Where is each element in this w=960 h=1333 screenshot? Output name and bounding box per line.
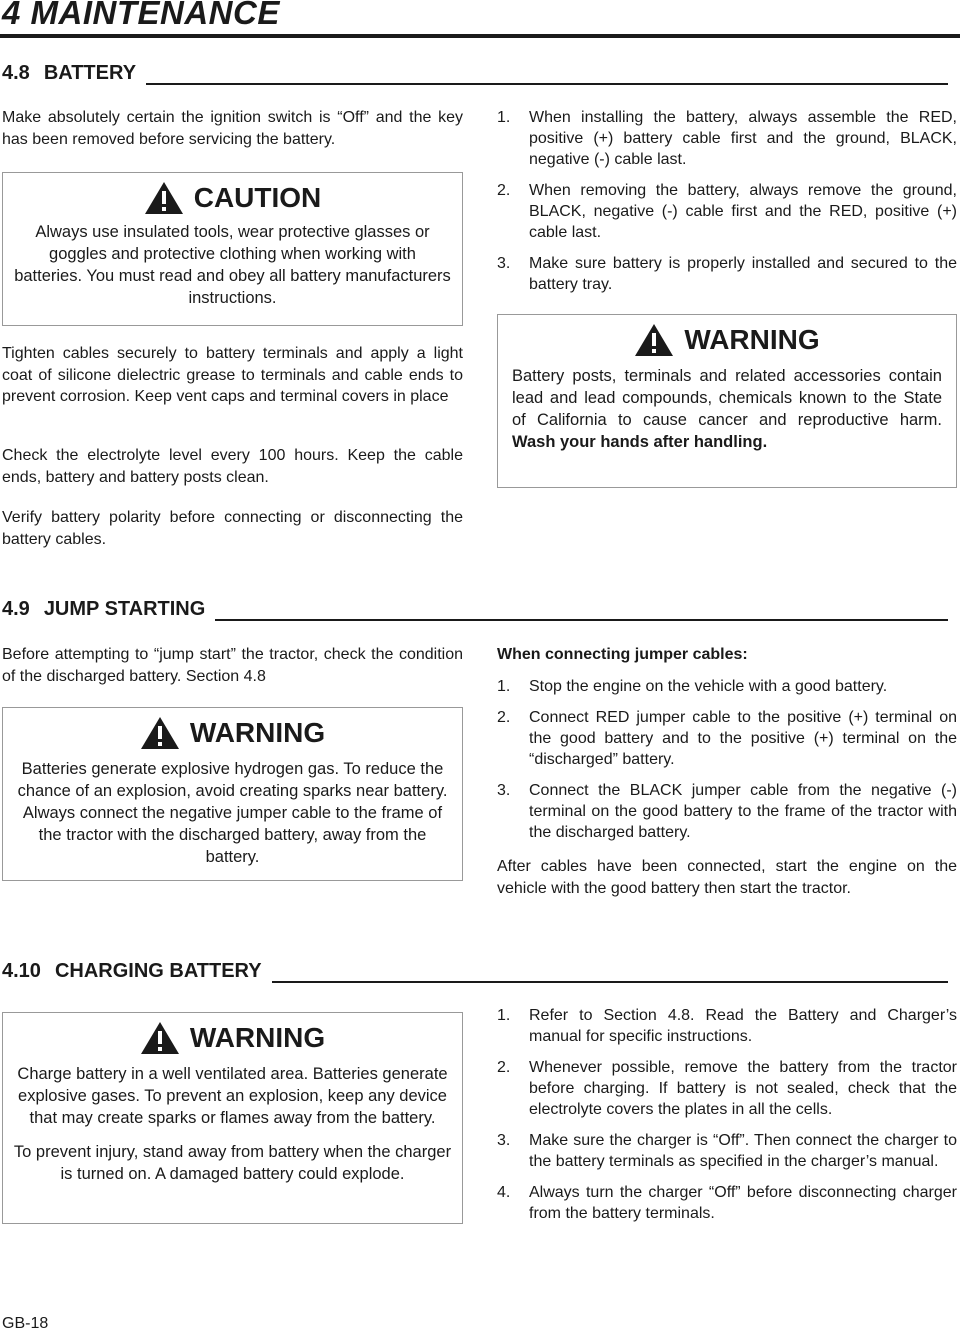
warning-triangle-icon: [634, 323, 674, 357]
battery-paragraph-1: Tighten cables securely to battery terminals and apply a light coat of silicone dielectric grease to terminals and cable ends to prevent corrosion. Keep vent caps and terminal covers in place: [2, 345, 463, 405]
heading-rule: [272, 967, 948, 983]
chapter-title: 4 MAINTENANCE: [2, 0, 280, 31]
charging-warning-box: [2, 1012, 463, 1224]
section-heading-charging: [2, 960, 948, 983]
warning-triangle-icon: [144, 181, 184, 215]
list-item: 4. Always turn the charger “Off” before disconnecting charger from the battery terminals.: [497, 1184, 957, 1222]
battery-steps: [497, 107, 957, 305]
section-title: CHARGING BATTERY: [54, 960, 262, 982]
caution-header: [3, 181, 462, 215]
section-number: 4.10: [2, 960, 41, 982]
list-item: 3. Make sure the charger is “Off”. Then connect the charger to the battery terminals as specified in the charger’s manual.: [497, 1132, 957, 1170]
battery-paragraph-3: Verify battery polarity before connecting or disconnecting the battery cables.: [2, 509, 463, 548]
heading-rule: [146, 69, 948, 85]
battery-warning-box: [497, 314, 957, 488]
section-title: JUMP STARTING: [43, 598, 206, 620]
list-item: 3. Connect the BLACK jumper cable from the negative (-) terminal on the good battery to the frame of the tractor with the discharged battery.: [497, 782, 957, 841]
warning-text: Battery posts, terminals and related accessories contain lead and lead compounds, chemicals known to the State of California to cause cancer and reproductive harm. Wash your hands after handling.: [512, 367, 942, 451]
warning-triangle-icon: [140, 716, 180, 750]
jump-warning-box: [2, 707, 463, 881]
warning-triangle-icon: [140, 1021, 180, 1055]
section-number: 4.9: [2, 598, 30, 620]
jump-after: After cables have been connected, start the engine on the vehicle with the good battery then start the tractor.: [497, 858, 957, 897]
chapter-rule: [0, 34, 960, 38]
warning-text-1: Charge battery in a well ventilated area. Batteries generate explosive gases. To prevent an explosion, keep any device that may create sparks or flames away from the battery.: [17, 1065, 448, 1127]
page-number: GB-18: [2, 1315, 49, 1332]
list-item: 2. Whenever possible, remove the battery from the tractor before charging. If battery is not sealed, check that the electrolyte covers the plates in all the cells.: [497, 1059, 957, 1118]
battery-intro: Make absolutely certain the ignition switch is “Off” and the key has been removed before servicing the battery.: [2, 109, 463, 148]
list-item: 2. When removing the battery, always remove the ground, BLACK, negative (-) cable first and the RED, positive (+) cable last.: [497, 182, 957, 241]
warning-label: WARNING: [189, 717, 326, 748]
warning-header: [3, 716, 462, 750]
list-item: 1. Refer to Section 4.8. Read the Battery and Charger’s manual for specific instructions.: [497, 1007, 957, 1045]
warning-text-2: To prevent injury, stand away from battery when the charger is turned on. A damaged battery could explode.: [13, 1143, 452, 1183]
section-heading-battery: [2, 62, 948, 85]
warning-header: [498, 323, 956, 357]
caution-label: CAUTION: [193, 182, 322, 213]
caution-text: Always use insulated tools, wear protective glasses or goggles and protective clothing when working with batteries. You must read and obey all battery manufacturers instructions.: [14, 223, 451, 307]
warning-text: Batteries generate explosive hydrogen gas. To reduce the chance of an explosion, avoid creating sparks near battery. Always connect the negative jumper cable to the frame of the tractor with the discharged battery, away from the battery.: [17, 760, 448, 866]
section-number: 4.8: [2, 62, 30, 84]
jump-subhead: When connecting jumper cables:: [497, 646, 748, 663]
charging-steps: [497, 1005, 957, 1234]
jump-intro: Before attempting to “jump start” the tractor, check the condition of the discharged battery. Section 4.8: [2, 646, 463, 685]
section-title: BATTERY: [43, 62, 137, 84]
caution-box: [2, 172, 463, 326]
warning-label: WARNING: [189, 1022, 326, 1053]
list-item: 3. Make sure battery is properly installed and secured to the battery tray.: [497, 255, 957, 293]
battery-paragraph-2: Check the electrolyte level every 100 hours. Keep the cable ends, battery and battery posts clean.: [2, 447, 463, 486]
warning-header: [3, 1021, 462, 1055]
list-item: 1. Stop the engine on the vehicle with a good battery.: [497, 678, 888, 695]
heading-rule: [215, 605, 948, 621]
list-item: 2. Connect RED jumper cable to the positive (+) terminal on the good battery and to the positive (+) terminal on the “discharged” battery.: [497, 709, 957, 768]
warning-label: WARNING: [684, 324, 820, 355]
list-item: 1. When installing the battery, always assemble the RED, positive (+) battery cable first and the ground, BLACK, negative (-) cable last.: [497, 109, 957, 168]
jump-steps: [497, 676, 957, 853]
section-heading-jump-starting: [2, 598, 948, 621]
